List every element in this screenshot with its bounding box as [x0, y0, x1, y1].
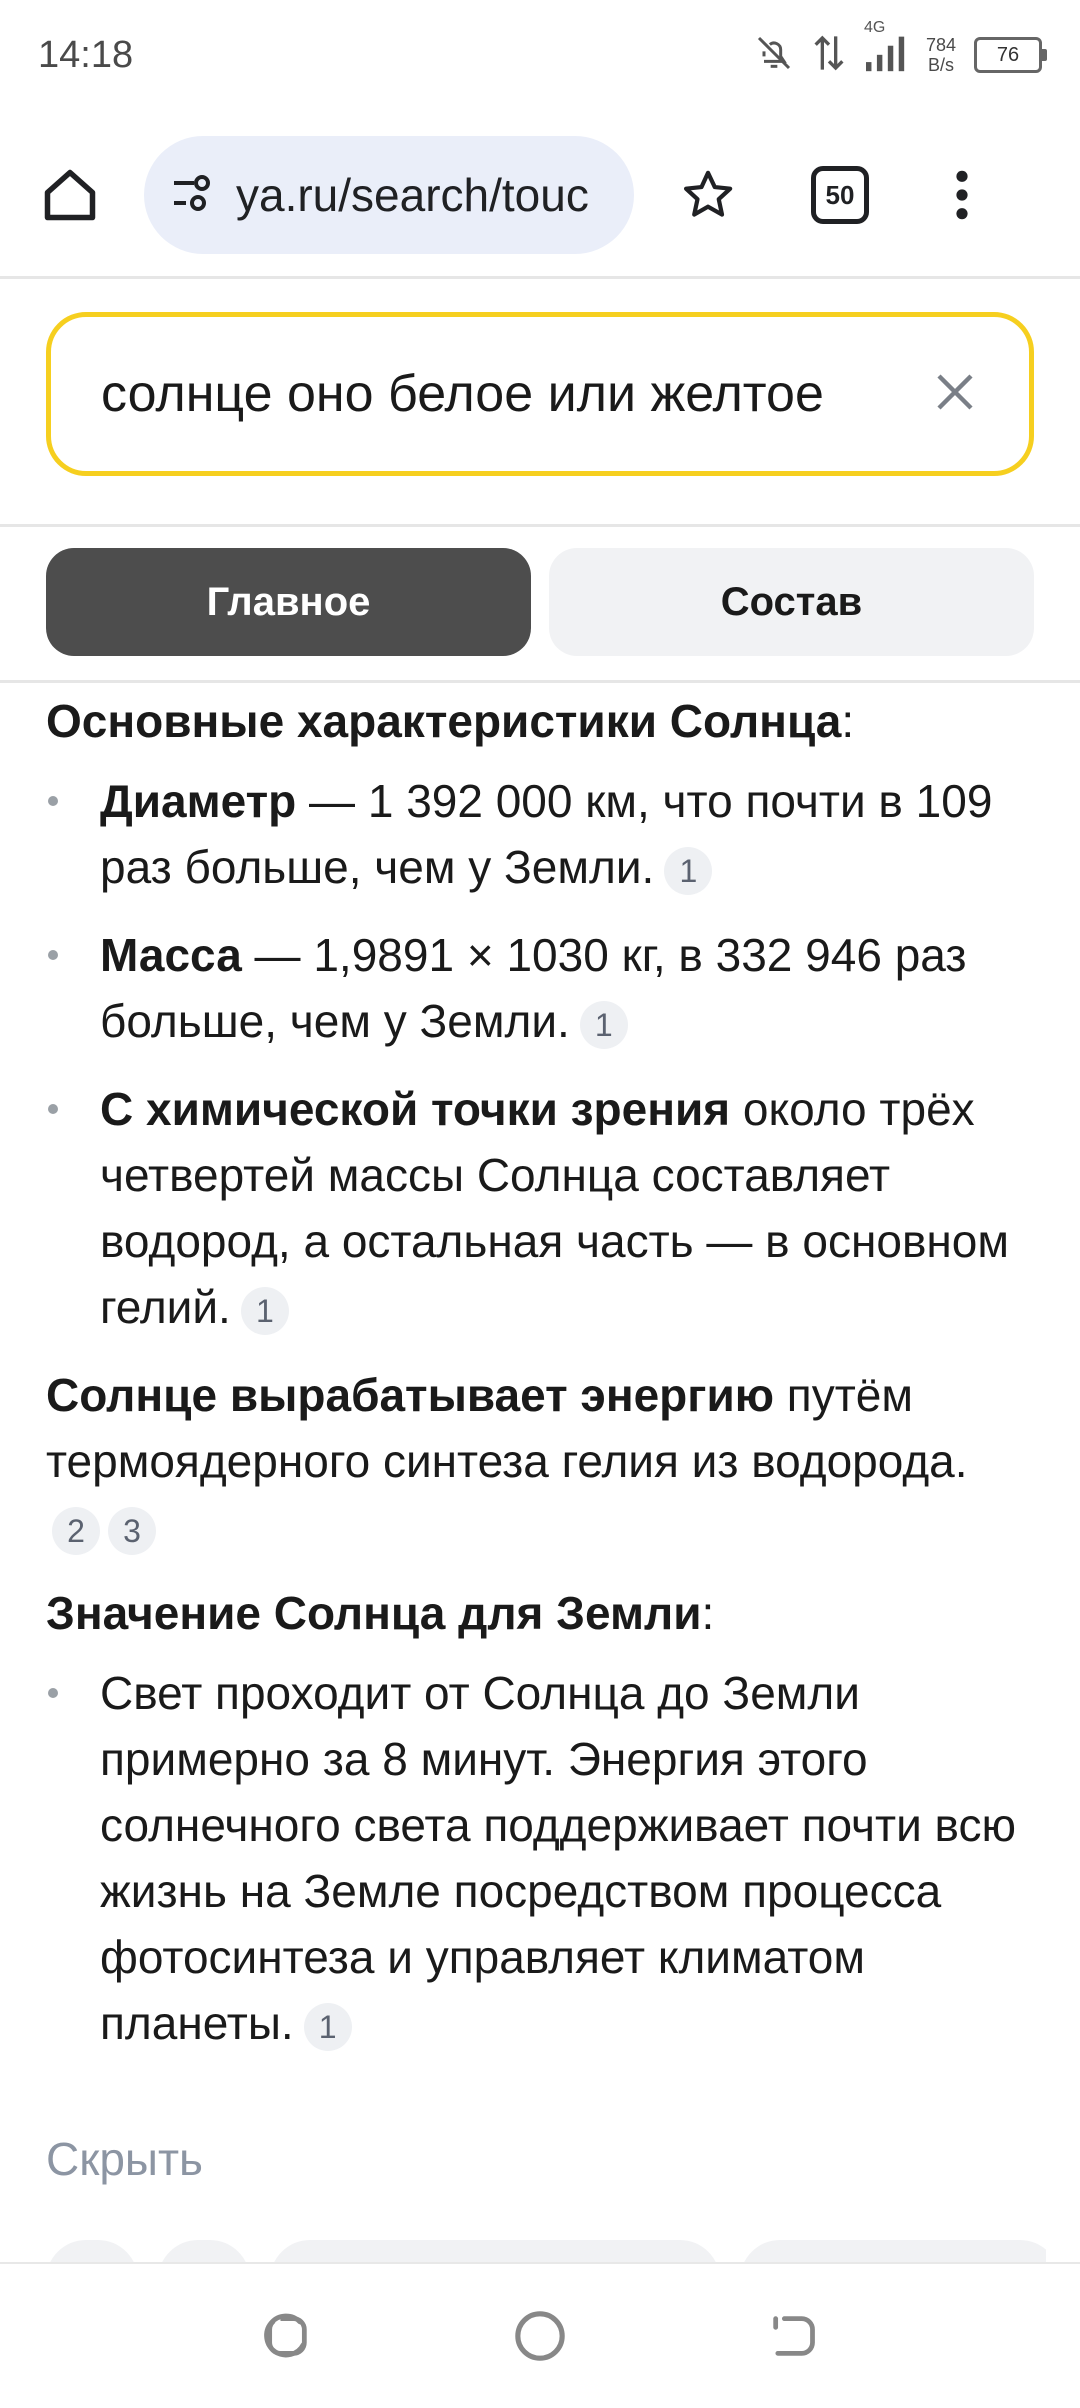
address-bar[interactable] [144, 136, 634, 254]
browser-toolbar [0, 120, 1080, 270]
signal-icon [863, 18, 908, 78]
status-bar [0, 0, 1080, 110]
system-nav-bar [0, 2262, 1080, 2408]
site-settings-icon[interactable] [168, 169, 216, 222]
search-box[interactable] [46, 312, 1034, 476]
url-text: ya.ru/search/touc [236, 169, 589, 221]
source-ref[interactable]: 1 [664, 847, 712, 895]
list-item: Диаметр — 1 392 000 км, что почти в 109 раз больше, чем у Земли. 1 [46, 768, 1036, 900]
back-button[interactable] [761, 2304, 825, 2368]
characteristics-list [46, 768, 1036, 1340]
home-button[interactable] [508, 2304, 572, 2368]
source-ref[interactable]: 1 [241, 1287, 289, 1335]
search-input[interactable]: солнце оно белое или желтое [101, 365, 824, 423]
list-item: Масса — 1,9891 × 1030 кг, в 332 946 раз больше, чем у Земли. 1 [46, 922, 1036, 1054]
answer-tabs [46, 548, 1034, 656]
battery-icon: 76 [974, 37, 1042, 73]
tab-composition[interactable]: Состав [549, 548, 1034, 656]
source-ref[interactable]: 3 [108, 1507, 156, 1555]
significance-list [46, 1660, 1036, 2056]
bell-off-icon [754, 33, 794, 78]
more-menu-icon[interactable] [926, 159, 998, 231]
list-item: Свет проходит от Солнца до Земли примерно за 8 минут. Энергия этого солнечного света поддерживает почти всю жизнь на Земле посредством процесса фотосинтеза и управляет климатом планеты. 1 [46, 1660, 1036, 2056]
hide-link[interactable]: Скрыть [46, 2133, 204, 2185]
network-type: 4G [863, 18, 886, 36]
source-ref[interactable]: 2 [52, 1507, 100, 1555]
section-heading: Значение Солнца для Земли: [46, 1587, 715, 1639]
tabs-divider [0, 680, 1080, 683]
list-item: С химической точки зрения около трёх четвертей массы Солнца составляет водород, а остальная часть — в основном гелий. 1 [46, 1076, 1036, 1340]
tabs-button[interactable] [804, 159, 876, 231]
status-icons [754, 18, 1042, 78]
tab-count: 50 [811, 166, 869, 224]
source-ref[interactable]: 1 [580, 1001, 628, 1049]
network-speed: 784 B/s [925, 35, 956, 75]
bookmark-star-icon[interactable] [672, 159, 744, 231]
recents-button[interactable] [255, 2304, 319, 2368]
toolbar-divider [0, 276, 1080, 279]
energy-paragraph: Солнце вырабатывает энергию путём термоядерного синтеза гелия из водорода. 2 3 [46, 1362, 1036, 1560]
home-icon[interactable] [34, 159, 106, 231]
tab-main[interactable]: Главное [46, 548, 531, 656]
section-heading: Основные характеристики Солнца: [46, 695, 855, 747]
source-ref[interactable]: 1 [304, 2003, 352, 2051]
search-divider [0, 524, 1080, 527]
data-transfer-icon [812, 33, 846, 78]
clear-icon[interactable] [931, 368, 979, 421]
answer-content [46, 688, 1036, 2056]
status-time: 14:18 [38, 33, 134, 76]
